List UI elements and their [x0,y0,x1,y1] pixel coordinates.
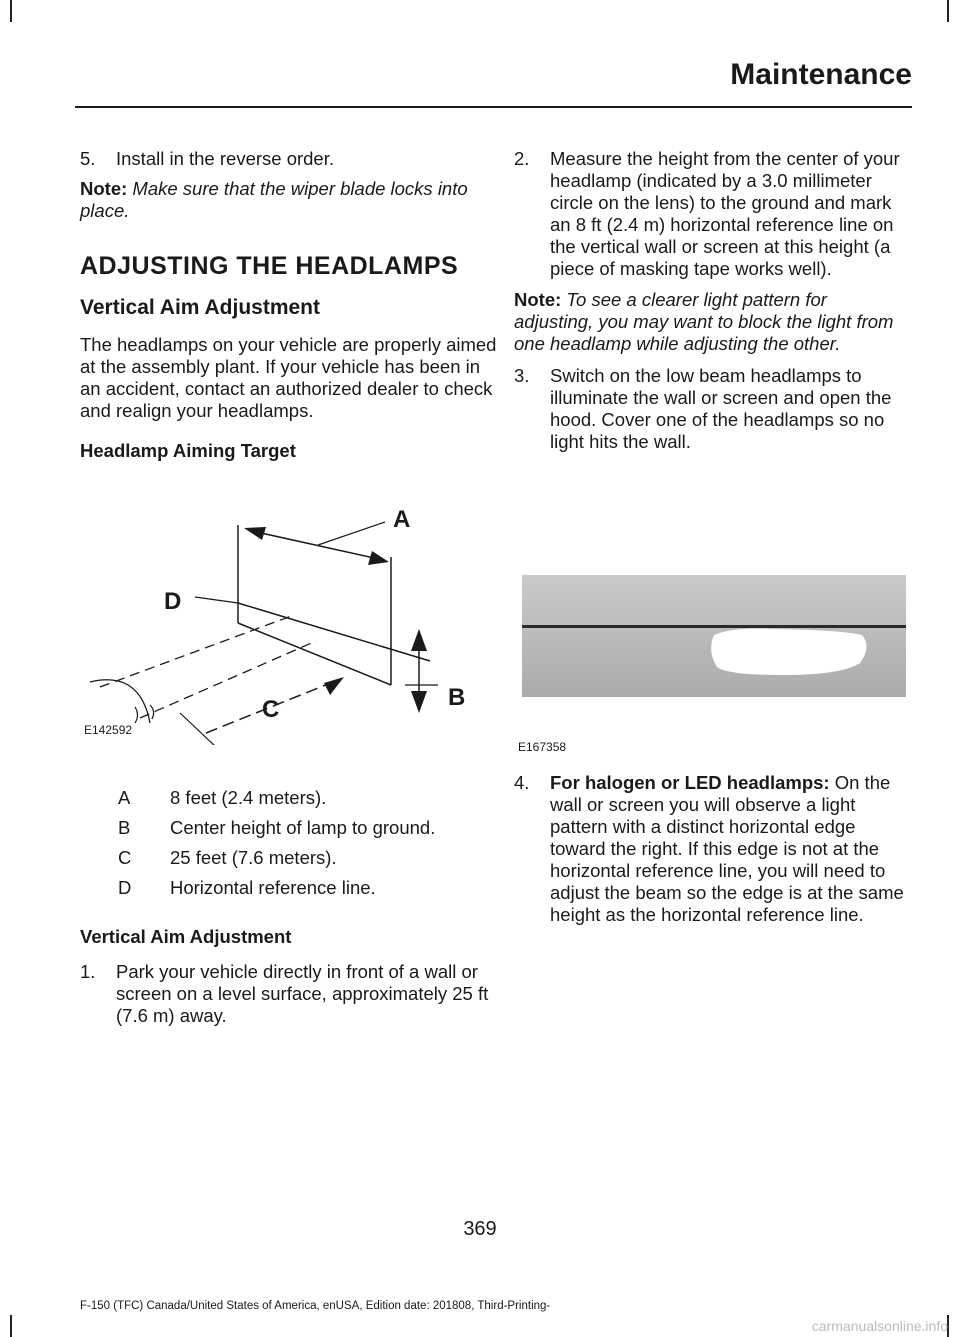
section-heading: ADJUSTING THE HEADLAMPS [80,252,459,280]
crop-mark [947,0,949,22]
legend-row [80,877,500,907]
legend-row [80,847,500,877]
figure-legend [80,787,500,907]
light-pattern-figure [522,575,906,697]
label-c: C [262,696,280,723]
subheading: Vertical Aim Adjustment [80,926,292,947]
note-label: Note: [80,178,128,199]
legend-value: Center height of lamp to ground. [170,817,436,838]
left-column [80,148,500,462]
label-d: D [164,588,182,615]
step-text: Install in the reverse order. [116,148,334,169]
page-header-title: Maintenance [730,58,912,91]
legend-value: 8 feet (2.4 meters). [170,787,327,808]
legend-row [80,817,500,847]
step-2 [514,148,910,280]
crop-mark [10,1315,12,1337]
header-divider [75,106,912,108]
watermark: carmanualsonline.info [811,1318,948,1334]
step-bold-label: For halogen or LED headlamps: [550,772,830,793]
page-number: 369 [463,1218,497,1240]
figure-id: E142592 [84,723,133,737]
figure-heading: Headlamp Aiming Target [80,440,296,461]
step-text: Park your vehicle directly in front of a wall or screen on a level surface, approximately 25 ft (7.6 m) away. [116,961,489,1026]
right-column-lower [514,772,910,926]
legend-key: B [118,817,131,838]
figure-id: E167358 [518,740,567,754]
footer-text: F-150 (TFC) Canada/United States of America, enUSA, Edition date: 201808, Third-Printing- [80,1300,551,1312]
legend-key: A [118,787,131,808]
right-column [514,148,910,453]
note [80,178,500,222]
step-number: 3. [514,365,530,386]
note-label: Note: [514,289,562,310]
crop-mark [10,0,12,22]
step-text: Measure the height from the center of your headlamp (indicated by a 3.0 millimeter circle on the lens) to the ground and mark an 8 ft (2.4 m) horizontal reference line on the vertical wall or screen at this height (a piece of masking tape works well). [550,148,900,279]
step-number: 5. [80,148,96,169]
left-column-lower [80,926,500,1027]
label-a: A [393,506,411,533]
note-text: To see a clearer light pattern for adjusting, you may want to block the light from one headlamp while adjusting the other. [514,289,894,354]
step-text: On the wall or screen you will observe a light pattern with a distinct horizontal edge toward the right. If this edge is not at the horizontal reference line, you will need to adjust the beam so the edge is at the same height as the horizontal reference line. [550,772,904,925]
note [514,289,910,355]
legend-key: C [118,847,132,868]
intro-paragraph: The headlamps on your vehicle are properly aimed at the assembly plant. If your vehicle has been in an accident, contact an authorized dealer to check and realign your headlamps. [80,334,497,421]
step-text: Switch on the low beam headlamps to illuminate the wall or screen and open the hood. Cover one of the headlamps so no light hits the wall. [550,365,892,452]
legend-row [80,787,500,817]
step-3 [514,365,910,453]
legend-key: D [118,877,132,898]
step-5 [80,148,500,170]
step-1 [80,961,500,1027]
legend-value: Horizontal reference line. [170,877,376,898]
step-4 [514,772,910,926]
step-number: 2. [514,148,530,169]
subheading: Vertical Aim Adjustment [80,296,321,319]
legend-value: 25 feet (7.6 meters). [170,847,337,868]
headlamp-aiming-diagram [80,495,500,745]
step-number: 1. [80,961,96,982]
step-number: 4. [514,772,530,793]
note-text: Make sure that the wiper blade locks into place. [80,178,468,221]
label-b: B [448,684,466,711]
